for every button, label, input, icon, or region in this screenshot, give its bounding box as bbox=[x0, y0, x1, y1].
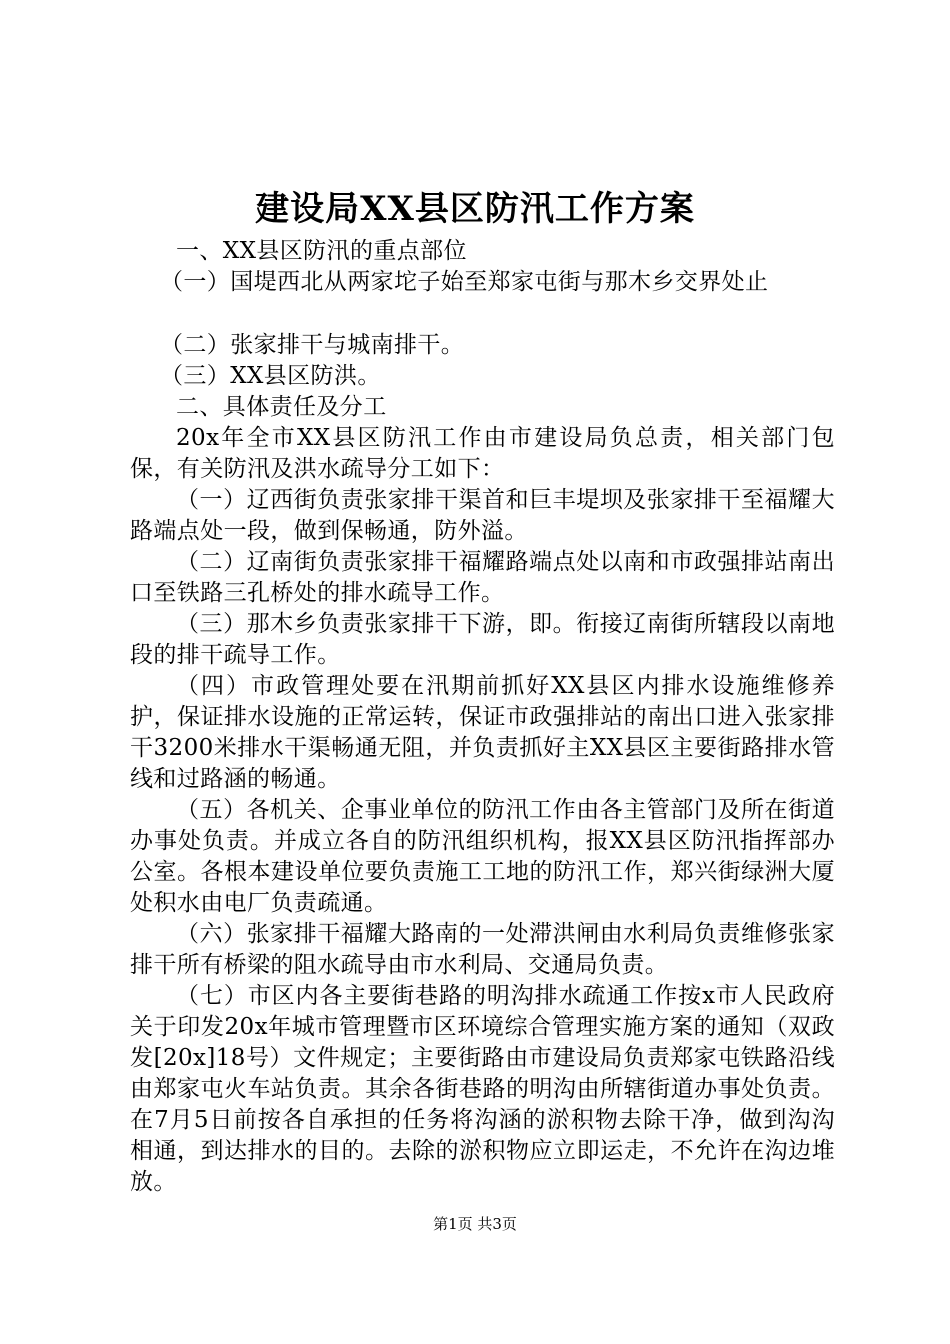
page-footer: 第1页 共3页 bbox=[433, 1215, 517, 1233]
section-heading-1: 一、XX县区防汛的重点部位 bbox=[176, 238, 467, 264]
section-heading-2: 二、具体责任及分工 bbox=[176, 394, 387, 420]
paragraph: （五）各机关、企事业单位的防汛工作由各主管部门及所在街道办事处负责。并成立各自的防汛组织机构，报XX县区防汛指挥部办公室。各根本建设单位要负责施工工地的防汛工作，郑兴街绿洲大厦处积水由电厂负责疏通。 bbox=[130, 797, 835, 916]
paragraph: （二）张家排干与城南排干。 bbox=[160, 332, 465, 358]
document-title: 建设局XX县区防汛工作方案 bbox=[255, 189, 695, 229]
paragraph: 20x年全市XX县区防汛工作由市建设局负总责，相关部门包保，有关防汛及洪水疏导分工如下： bbox=[130, 425, 835, 482]
paragraph: （一）辽西街负责张家排干渠首和巨丰堤坝及张家排干至福耀大路端点处一段，做到保畅通，防外溢。 bbox=[130, 487, 835, 544]
paragraph: （六）张家排干福耀大路南的一处滞洪闸由水利局负责维修张家排干所有桥梁的阻水疏导由市水利局、交通局负责。 bbox=[130, 921, 835, 978]
paragraph: （三）那木乡负责张家排干下游，即。衔接辽南街所辖段以南地段的排干疏导工作。 bbox=[130, 611, 835, 668]
paragraph: （三）XX县区防洪。 bbox=[160, 363, 381, 389]
blank-line bbox=[130, 298, 835, 330]
paragraph: （七）市区内各主要街巷路的明沟排水疏通工作按x市人民政府关于印发20x年城市管理暨市区环境综合管理实施方案的通知（双政发[20x]18号）文件规定；主要街路由市建设局负责郑家屯铁路沿线由郑家屯火车站负责。其余各街巷路的明沟由所辖街道办事处负责。在7月5日前按各自承担的任务将沟涵的淤积物去除干净，做到沟沟相通，到达排水的目的。去除的淤积物应立即运走，不允许在沟边堆放。 bbox=[130, 983, 835, 1195]
paragraph: （二）辽南街负责张家排干福耀路端点处以南和市政强排站南出口至铁路三孔桥处的排水疏导工作。 bbox=[130, 549, 835, 606]
document-body bbox=[130, 236, 835, 1198]
paragraph: （四）市政管理处要在汛期前抓好XX县区内排水设施维修养护，保证排水设施的正常运转，保证市政强排站的南出口进入张家排干3200米排水干渠畅通无阻，并负责抓好主XX县区主要街路排水管线和过路涵的畅通。 bbox=[130, 673, 835, 792]
paragraph: （一）国堤西北从两家坨子始至郑家屯街与那木乡交界处止 bbox=[160, 269, 769, 295]
